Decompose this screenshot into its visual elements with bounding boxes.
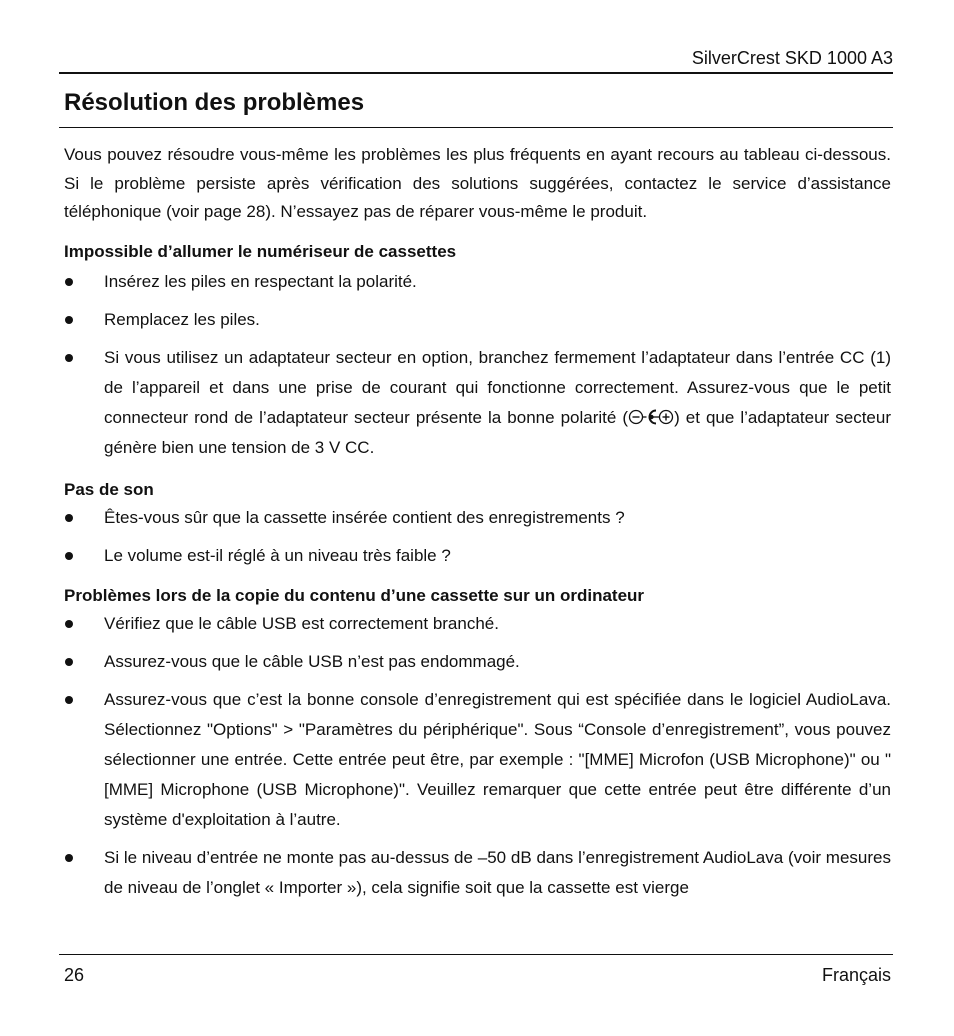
bullet-icon bbox=[65, 278, 73, 286]
list-item: Assurez-vous que le câble USB n’est pas endommagé. bbox=[64, 647, 891, 677]
list-item: Êtes-vous sûr que la cassette insérée contient des enregistrements ? bbox=[64, 503, 891, 533]
bullet-icon bbox=[65, 696, 73, 704]
power-list bbox=[64, 267, 891, 463]
bullet-icon bbox=[65, 854, 73, 862]
list-item: Vérifiez que le câble USB est correctement branché. bbox=[64, 609, 891, 639]
list-item: Si vous utilisez un adaptateur secteur en option, branchez fermement l’adaptateur dans l’entrée CC (1) de l’appareil et dans une prise de courant qui fonctionne correctement. Assurez-vous que le petit connecteur rond de l’adaptateur secteur présente la bonne polarité ( ) et que l’adaptateur secteur génère bien une tension de 3 V CC. bbox=[64, 343, 891, 463]
bullet-icon bbox=[65, 514, 73, 522]
list-item: Le volume est-il réglé à un niveau très faible ? bbox=[64, 541, 891, 571]
header-product: SilverCrest SKD 1000 A3 bbox=[691, 48, 893, 68]
page-number: 26 bbox=[64, 965, 85, 985]
copy-problems-list bbox=[64, 609, 891, 903]
page-title: Résolution des problèmes bbox=[64, 89, 365, 116]
bullet-icon bbox=[65, 552, 73, 560]
section-heading-no-sound: Pas de son bbox=[64, 479, 154, 499]
main-content bbox=[64, 141, 891, 903]
section-heading-copy-problems: Problèmes lors de la copie du contenu d’une cassette sur un ordinateur bbox=[64, 585, 645, 605]
bullet-icon bbox=[65, 658, 73, 666]
page-header bbox=[59, 46, 893, 74]
footer-divider bbox=[59, 954, 893, 955]
polarity-symbol-icon bbox=[628, 408, 674, 426]
list-item: Remplacez les piles. bbox=[64, 305, 891, 335]
no-sound-list bbox=[64, 503, 891, 571]
bullet-icon bbox=[65, 354, 73, 362]
section-heading-power: Impossible d’allumer le numériseur de cassettes bbox=[64, 241, 457, 261]
list-item: Si le niveau d’entrée ne monte pas au-dessus de –50 dB dans l’enregistrement AudioLava (voir mesures de niveau de l’onglet « Importer »), cela signifie soit que la cassette est vierge bbox=[64, 843, 891, 903]
intro-paragraph: Vous pouvez résoudre vous-même les problèmes les plus fréquents en ayant recours au tableau ci-dessous. Si le problème persiste après vérification des solutions suggérées, contactez le service d’assistance téléphonique (voir page 28). N’essayez pas de réparer vous-même le produit. bbox=[64, 145, 891, 222]
title-divider bbox=[59, 127, 893, 128]
footer-language: Français bbox=[821, 965, 891, 985]
bullet-icon bbox=[65, 620, 73, 628]
list-item: Insérez les piles en respectant la polarité. bbox=[64, 267, 891, 297]
bullet-icon bbox=[65, 316, 73, 324]
list-item: Assurez-vous que c’est la bonne console d’enregistrement qui est spécifiée dans le logiciel AudioLava. Sélectionnez "Options" > "Paramètres du périphérique". Sous “Console d’enregistrement”, vous pouvez sélectionner une entrée. Cette entrée peut être, par exemple : "[MME] Microfon (USB Microphone)" ou "[MME] Microphone (USB Microphone)". Veuillez remarquer que cette entrée peut être différente d’un système d'exploitation à l’autre. bbox=[64, 685, 891, 835]
